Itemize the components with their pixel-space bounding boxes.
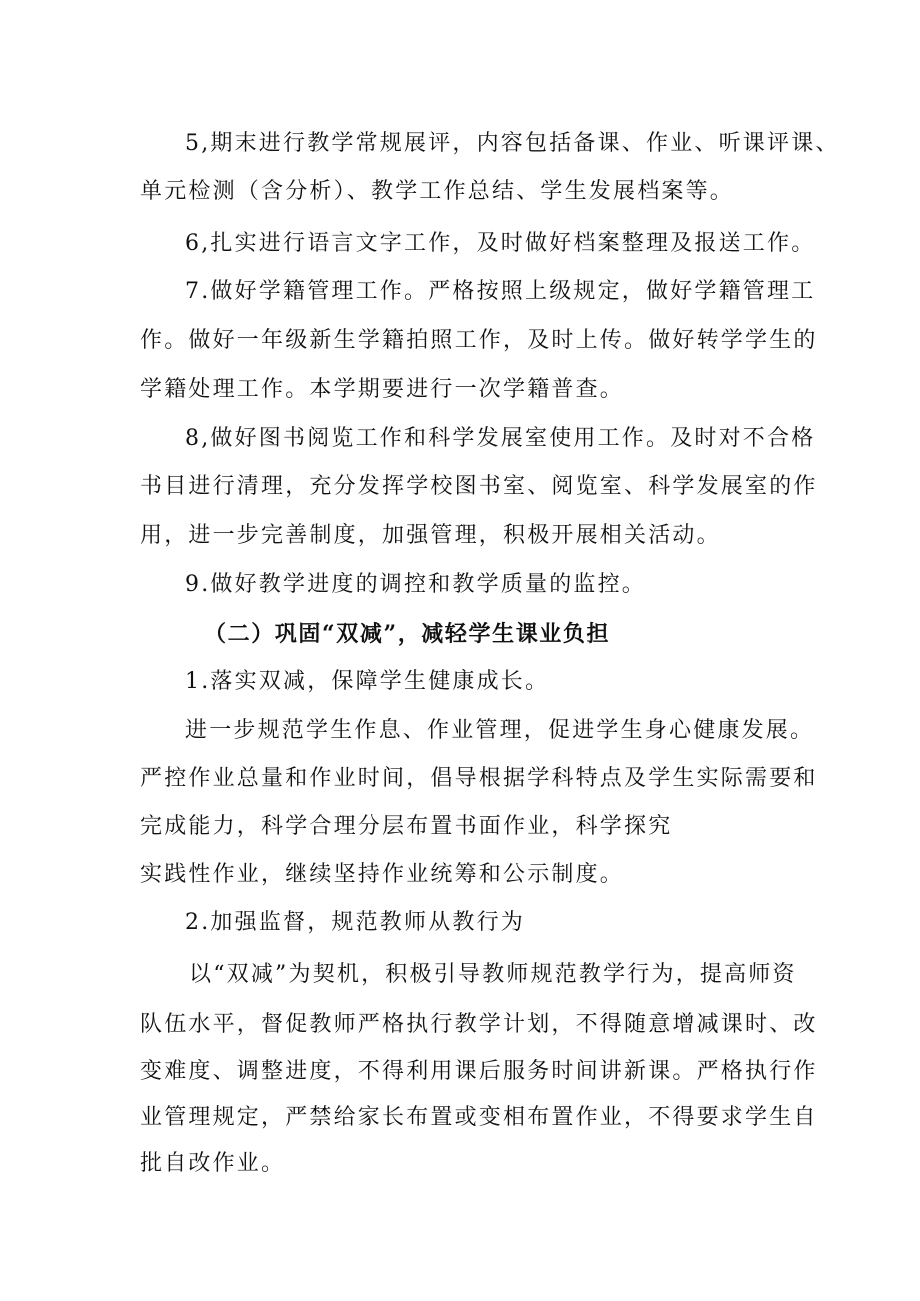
paragraph-line: 进一步规范学生作息、作业管理，促进学生身心健康发展。 [185,718,815,743]
paragraph-line: 2.加强监督，规范教师从教行为 [185,910,525,935]
paragraph-line: 9.做好教学进度的调控和教学质量的监控。 [185,572,646,597]
paragraph-line: 业管理规定，严禁给家长布置或变相布置作业，不得要求学生自 [140,1105,818,1130]
paragraph-line: 队伍水平，督促教师严格执行教学计划，不得随意增减课时、改 [140,1012,818,1037]
paragraph-line: 用，进一步完善制度，加强管理，积极开展相关活动。 [140,523,721,548]
paragraph-line: 6,扎实进行语言文字工作，及时做好档案整理及报送工作。 [185,231,816,256]
paragraph-line: 完成能力，科学合理分层布置书面作业，科学探究 [140,814,673,839]
paragraph-line: 8,做好图书阅览工作和科学发展室使用工作。及时对不合格 [185,426,816,451]
paragraph-line: 批自改作业。 [140,1151,286,1176]
section-heading: （二）巩固“双减”，减轻学生课业负担 [204,621,611,647]
paragraph-line: 实践性作业，继续坚持作业统筹和公示制度。 [140,862,625,887]
paragraph-line: 5,期末进行教学常规展评，内容包括备课、作业、听课评课、 [185,131,840,156]
paragraph-line: 变难度、调整进度，不得利用课后服务时间讲新课。严格执行作 [140,1059,818,1084]
paragraph-line: 学籍处理工作。本学期要进行一次学籍普查。 [140,377,625,402]
paragraph-line: 1.落实双减，保障学生健康成长。 [185,669,550,694]
paragraph-line: 单元检测（含分析）、教学工作总结、学生发展档案等。 [140,179,735,204]
paragraph-line: 以“双减”为契机，积极引导教师规范教学行为，提高师资 [189,962,797,987]
paragraph-line: 书目进行清理，充分发挥学校图书室、阅览室、科学发展室的作 [140,474,818,499]
paragraph-line: 7.做好学籍管理工作。严格按照上级规定，做好学籍管理工 [185,279,816,304]
paragraph-line: 严控作业总量和作业时间，倡导根据学科特点及学生实际需要和 [140,766,818,791]
paragraph-line: 作。做好一年级新生学籍拍照工作，及时上传。做好转学学生的 [140,328,818,353]
